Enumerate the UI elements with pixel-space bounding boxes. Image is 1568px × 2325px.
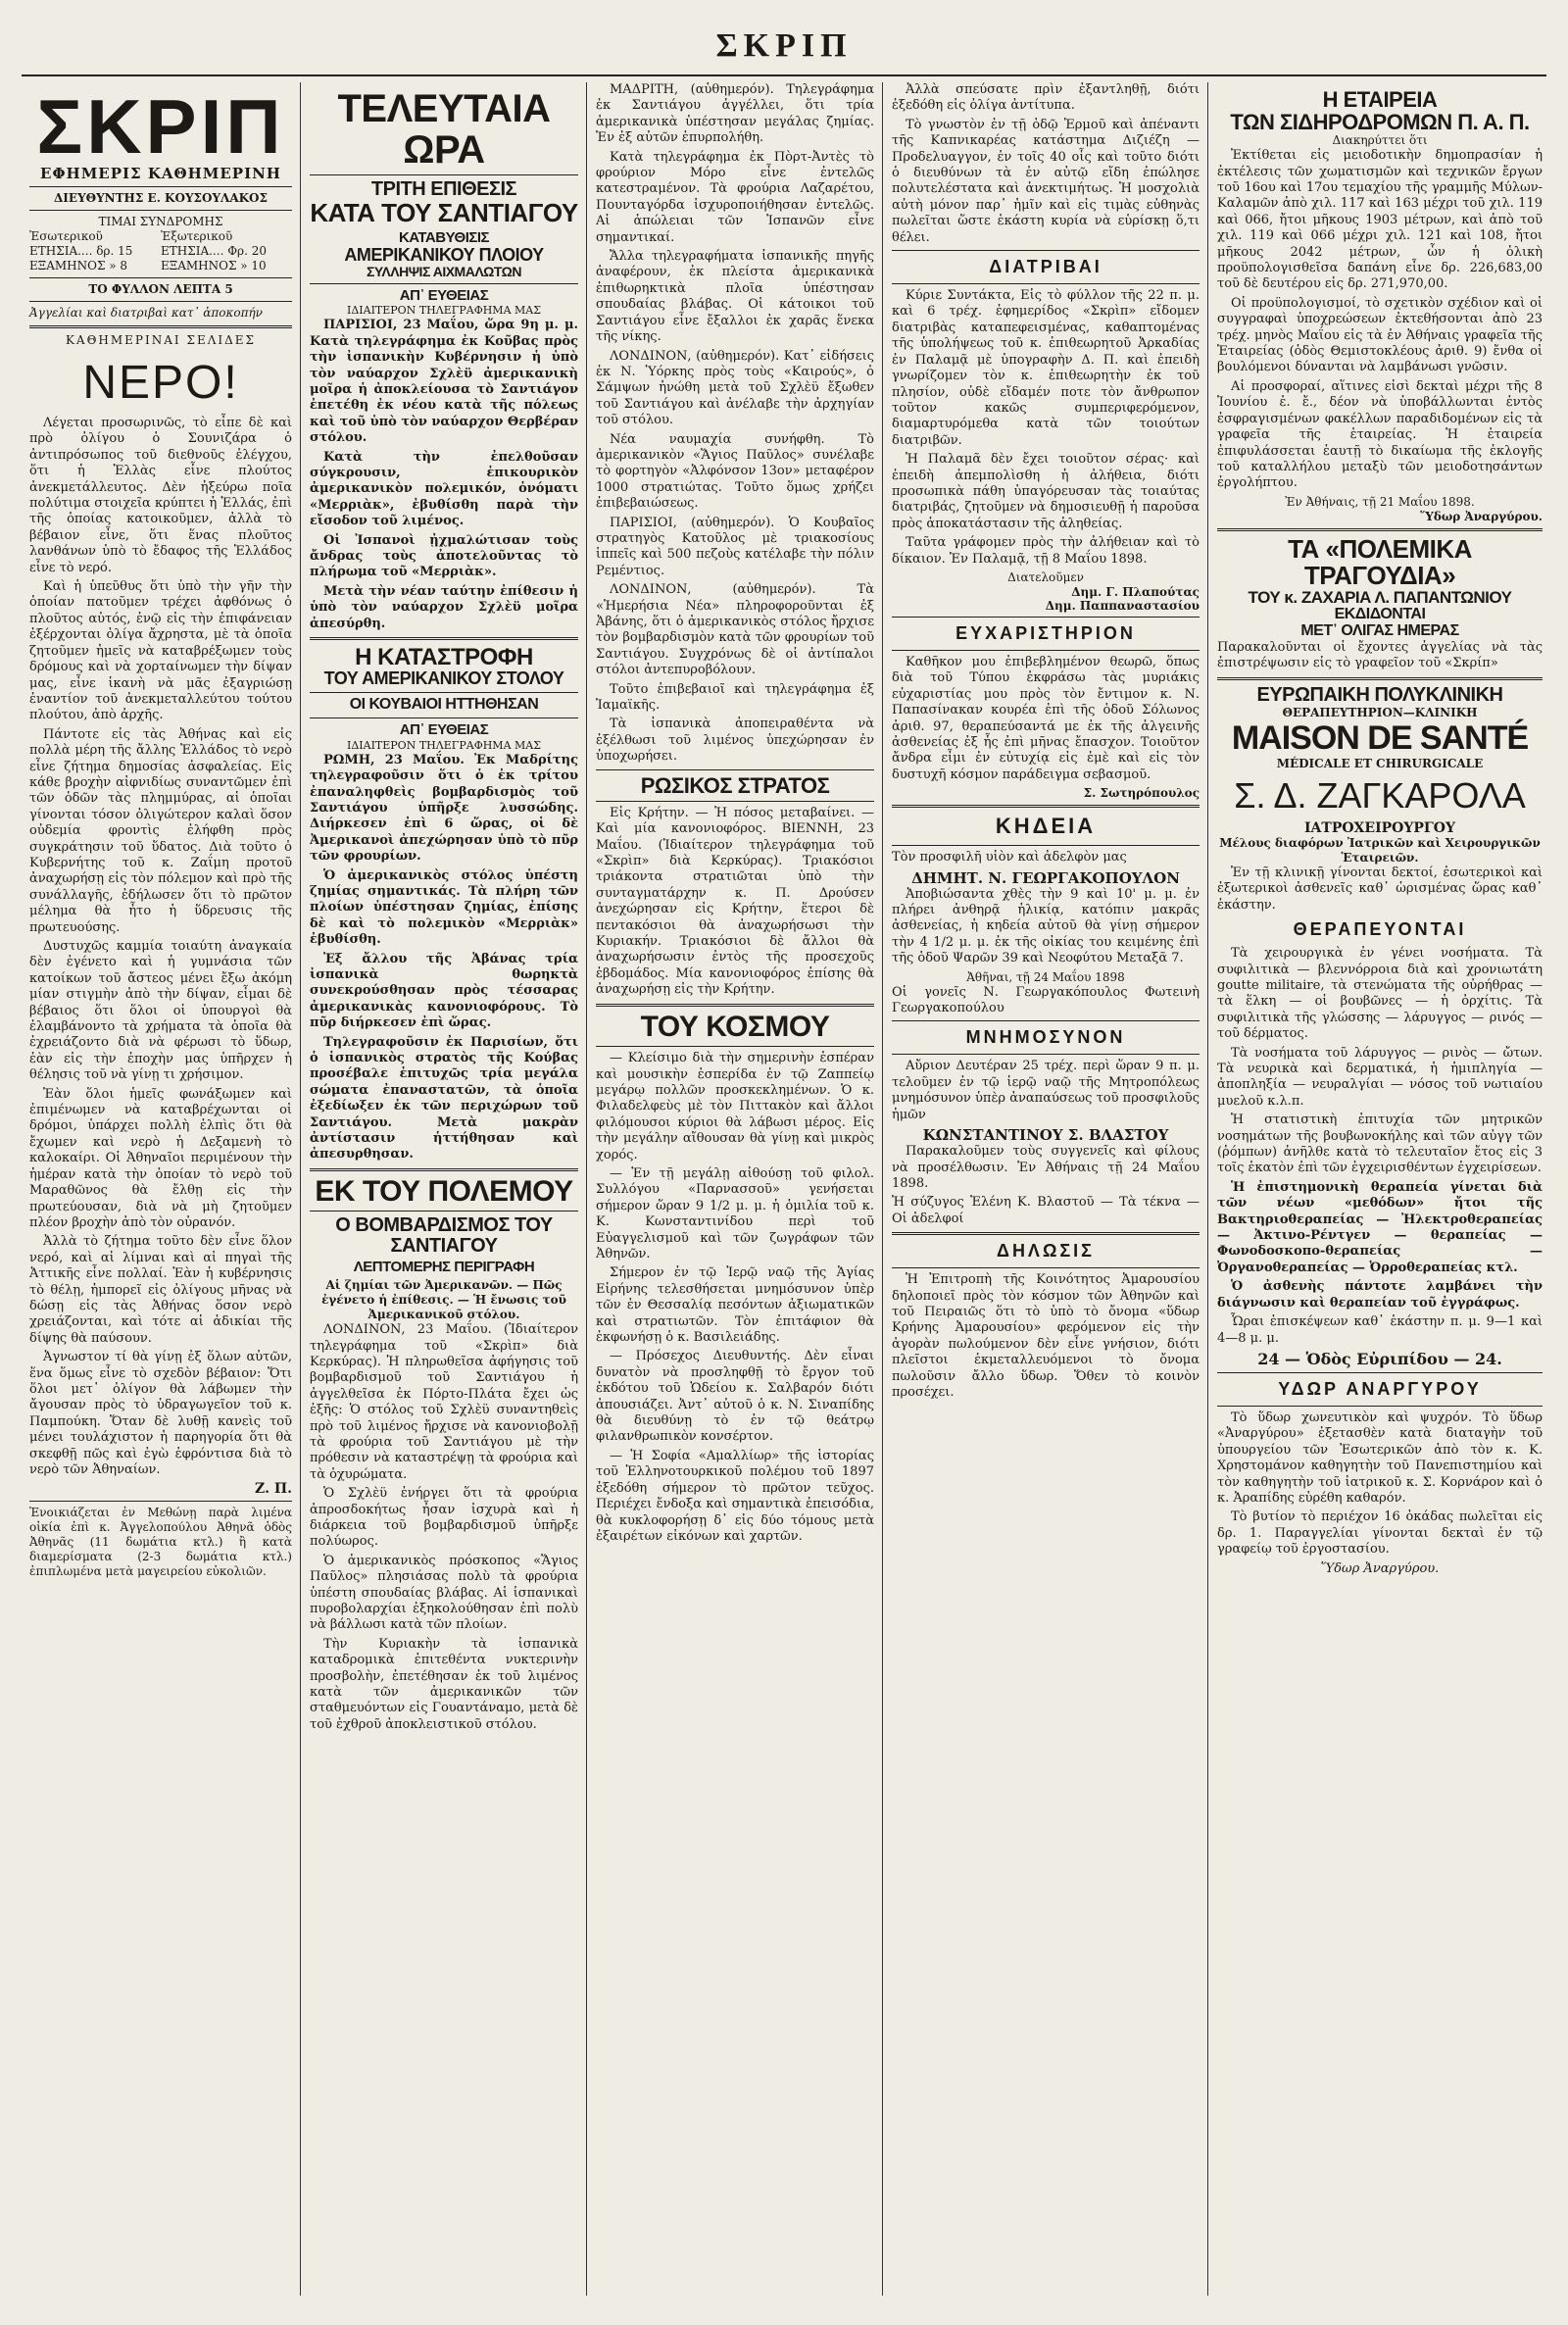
column-divider (882, 82, 883, 2296)
newspaper-subtitle: ΕΦΗΜΕΡΙΣ ΚΑΘΗΜΕΡΙΝΗ (40, 165, 281, 182)
signature: Ὕδωρ Ἀναργύρου. (1320, 1560, 1440, 1576)
article-paragraph: Ἡ ἐπιστημονικὴ θεραπεία γίνεται διὰ τῶν νέων «μεθόδων» ἤτοι τῆς Βακτηριοθεραπείας — Ἠλεκτροθεραπείας — Ἀκτινο-Ρέντγεν — θεραπείας — Φωνοδοσκοπο-θεραπείας — Ὀργανοθεραπείας — Ὀρροθεραπείας κτλ. (1217, 1179, 1543, 1275)
subheadline: ΑΜΕΡΙΚΑΝΙΚΟΥ ΠΛΟΙΟΥ (344, 245, 544, 266)
article-paragraph: Οἱ Ἰσπανοὶ ᾐχμαλώτισαν τοὺς ἄνδρας τοὺς ἀποτελοῦντας τὸ πλήρωμα τοῦ «Μερριὰκ». (310, 532, 578, 580)
signature: Σ. Σωτηρόπουλος (1083, 786, 1200, 801)
footnote: Ἐνοικιάζεται ἐν Μεθώνῃ παρὰ λιμένα οἰκία ἐπὶ κ. Ἀγγελοπούλου Ἀθηνᾶ ὁδὸς Ἀθηνᾶς (11 δωμάτια κτλ.) ἢ κατὰ διαμερίσματα (2-3 δωμάτια κτλ.) ἐπιπλωμένα μετὰ μαγειρείου εὐκολιῶν. (29, 1506, 292, 1579)
article-paragraph: Ἐξ ἄλλου τῆς Ἀβάνας τρία ἰσπανικὰ θωρηκτὰ συνεκρούσθησαν πρὸς τέσσαρας ἀμερικανικὰς κανονιοφόρους. Τὸ πῦρ διήρκεσεν ἐπὶ ὥρας. (310, 951, 578, 1031)
article-paragraph: Τὰ νοσήματα τοῦ λάρυγγος — ρινὸς — ὤτων. Τὰ νευρικὰ καὶ δερματικά, ἡ ἡμιπληγία — ἀποπληξία — νευραλγίαι — νόσος τοῦ νωτιαίου μυελοῦ κ.λ.π. (1217, 1045, 1543, 1109)
column-divider (586, 82, 587, 2296)
article-paragraph: ΜΑΔΡΙΤΗ, (αὐθημερόν). Τηλεγράφημα ἐκ Σαντιάγου ἀγγέλλει, ὅτι τρία ἀμερικανικὰ ὑπέστησαν μεγάλας ζημίας. Ἐν ἐξ αὐτῶν ἐπυρπολήθη. (596, 82, 874, 146)
notice-line: Τὸν προσφιλῆ υἱὸν καὶ ἀδελφὸν μας (892, 850, 1127, 866)
article-paragraph: ΛΟΝΔΙΝΟΝ, (αὐθημερόν). Τὰ «Ἡμερήσια Νέα» πληροφοροῦνται ἐξ Ἀβάνης, ὅτι ὁ ἀμερικανικὸς στόλος ἤρχισε τὸν βομβαρδισμὸν κατὰ τῶν φρουρίων τοῦ Σαντιάγου. Συγχρόνως δὲ οἱ ἀντίπαλοι στόλοι ἀντεπυροβόλουν. (596, 582, 874, 678)
article-paragraph: Λέγεται προσωρινῶς, τὸ εἶπε δὲ καὶ πρὸ ὀλίγου ὁ Σουνιζάρα ὁ ἀντιπρόσωπος τοῦ διεθνοῦς ἐλέγχου, ὅτι ἡ Ἑλλὰς εἶνε πλούτος ἀνεκμετάλλευτος. Δὲν ἠξεύρω ποῖα πολύτιμα στοιχεῖα κρύπτει ἡ Ἑλλάς, ἐπὶ τῆς ὁποίας κατοικοῦμεν, ἀλλὰ τὸ βέβαιον εἶνε, ὅτι ἕνας πλοῦτος λανθάνων ὑπὸ τὸ ἔδαφος τῆς Ἑλλάδος εἶνε τὸ νερό. (29, 416, 292, 575)
article-paragraph: Δυστυχῶς καμμία τοιαύτη ἀναγκαία δὲν ἐγένετο καὶ ἡ γυμνάσια τῶν κατοίκων τοῦ ἄστεος μένει ἔξω ἀκόμη μίαν στιγμὴν ἀπὸ τὴν δίψαν, εἶμαι δὲ βέβαιος ὅτι ὅλοι οἱ ὑπουργοὶ θὰ ἐλαμβάνοντο τὰ χρήματα τὰ ὁποῖα θὰ ἐχρειάζοντο διὰ νὰ φέρωσι τὸ ὕδωρ, ἐὰν εἰς τὴν ἐποχὴν μας ὑπῆρχεν ἡ θέλησις τοῦ νὰ γίνῃ τι χρήσιμον. (29, 939, 292, 1083)
article-paragraph: Τὸ βυτίον τὸ περιέχον 16 ὀκάδας πωλεῖται εἰς δρ. 1. Παραγγελίαι γίνονται δεκταὶ ἐν τῷ γραφείῳ τοῦ ἐργοστασίου. (1217, 1509, 1543, 1558)
section-heading: ΥΔΩΡ ΑΝΑΡΓΥΡΟΥ (1278, 1378, 1482, 1399)
signature: Δημ. Παππαναστασίου (1045, 598, 1200, 613)
column-1 (24, 82, 298, 2296)
article-signature: Ζ. Π. (254, 1481, 292, 1498)
section-heading: ΚΗΔΕΙΑ (995, 814, 1097, 839)
section-heading: ΘΕΡΑΠΕΥΟΝΤΑΙ (1293, 919, 1467, 940)
article-paragraph: Μετὰ τὴν νέαν ταύτην ἐπίθεσιν ἡ ὑπὸ τὸν ναύαρχον Σχλὲϋ μοῖρα ἀπεσύρθη. (310, 583, 578, 631)
article-paragraph: Καθῆκον μου ἐπιβεβλημένον θεωρῶ, ὅπως διὰ τοῦ Τύπου ἐκφράσω τὰς μυριάκις εὐχαριστίας μου πρὸς τὸν ἔντιμον κ. Ν. Παπασίνακαν κουρέα ἐπὶ τῆς ὁδοῦ Σόλωνος ἀριθ. 97, θεραπεύσαντά με ἐκ τῆς ἀλγεινῆς ἀσθενείας ἐξ ἧς ἐπὶ μῆνας ἔπασχον. Τοιοῦτον ἄνδρα εἶμι ἐν εὐτυχίᾳ εἰς ἐμὲ καὶ εἰς τὸν δυστυχῆ κόσμον παράδειγμα σεβασμοῦ. (892, 654, 1200, 782)
signature-line: Διατελοῦμεν (1007, 569, 1084, 584)
article-paragraph: ΛΟΝΔΙΝΟΝ, (αὐθημερόν). Κατ᾽ εἰδήσεις ἐκ Ν. Ὑόρκης πρὸς τοὺς «Καιρούς», ὁ Σάμψων ἡνώθη μετὰ τοῦ Σχλὲϋ ἔξωθεν τοῦ Σαντιάγου καὶ ἀνέλαβε τὴν ἀρχηγίαν τοῦ στόλου. (596, 348, 874, 428)
prices-left-2: ΕΞΑΜΗΝΟΣ » 8 (29, 259, 128, 272)
article-paragraph: Νέα ναυμαχία συνήφθη. Τὸ ἀμερικανικὸν «Ἅγιος Παῦλος» συνέλαβε τὸ φορτηγὸν «Ἀλφόνσον 13ον» μεταφέρον 1000 στρατιώτας. Τοῦτο ὅμως χρήζει ἐπιβεβαιώσεως. (596, 431, 874, 512)
subscription-prices (29, 229, 292, 273)
notice-line: Ἡ σύζυγος Ἑλένη Κ. Βλαστοῦ — Τὰ τέκνα — Οἱ ἀδελφοί (892, 1195, 1200, 1226)
top-rule (22, 74, 1546, 76)
headline: Η ΚΑΤΑΣΤΡΟΦΗ (355, 644, 533, 671)
doctor-subtitle: Μέλους διαφόρων Ἰατρικῶν καὶ Χειρουργικῶν Ἑταιρειῶν. (1219, 835, 1541, 865)
article-paragraph: Τὸ γνωστὸν ἐν τῇ ὁδῷ Ἑρμοῦ καὶ ἀπέναντι τῆς Καπνικαρέας κατάστημα Διζιέζη — Προδελυαγγον, ἐν τοῖς 40 οἷς καὶ τοῦτο διότι ὁ διευθύνων τὰ ἐν αὐτῷ εἴδη ἐπώλησε πολυτελέστατα καὶ ἀνεκτιμήτως. Ἡ μοσχολιὰ αὐτὴ μόνον παρ᾽ ἡμῖν καὶ εἰς τιμὰς εὐθηνὰς πωλεῖται ὥστε ἑκάστη κυρία νὰ εὑρίσκῃ ὅ,τι θέλει. (892, 117, 1200, 245)
article-paragraph: Ἡ Ἐπιτροπὴ τῆς Κοινότητος Ἀμαρουσίου δηλοποιεῖ πρὸς τὸν κόσμον τῶν Ἀθηνῶν καὶ τοῦ Πειραιῶς ὅτι τὸ ὑπὸ τὸ ὄνομα «ὕδωρ Κρήνης Ἀμαρουσίου» φερόμενον εἰς τὴν ἀγορὰν πωλούμενον δὲν εἶνε γνήσιον, διότι πλεῖστοι ἐκμεταλλευόμενοι τὸ ὄνομα πωλοῦσιν ἄλλο ὕδωρ. Ὅθεν τὸ κοινὸν προσέχει. (892, 1272, 1200, 1400)
article-paragraph: Ἀλλὰ σπεύσατε πρὶν ἐξαντληθῇ, διότι ἐξεδόθη εἰς ὀλίγα ἀντίτυπα. (892, 82, 1200, 114)
article-paragraph: Ὁ ἀμερικανικὸς πρόσκοπος «Ἅγιος Παῦλος» πλησιάσας πολὺ τὰ φρούρια ὑπέστη σπουδαίας βλάβας. Αἱ ἰσπανικαὶ πυροβολαρχίαι ἐξηκολούθησαν ἐπὶ πολὺ νὰ βάλλωσι κατὰ τῶν πλοίων. (310, 1553, 578, 1633)
article-paragraph: Εἰς Κρήτην. — Ἡ πόσος μεταβαίνει. — Καὶ μία κανονιοφόρος. ΒΙΕΝΝΗ, 23 Μαΐου. (Ἰδιαίτερον τηλεγράφημα τοῦ «Σκρὶπ» διὰ Κερκύρας). Τριακόσιοι τριάκοντα στρατιῶται ὑπὸ τὴν συνταγματάρχην κ. Π. Δρούσεν ἀνεχώρησαν εἰς Κρήτην, ἕτεροι δὲ πεντακόσιοι θὰ ἀναχωρήσωσι τὴν Κυριακήν. Τριακόσιοι δὲ ἄλλοι θὰ ἀναχωρήσωσιν ἐντὸς τῆς προσεχοῦς ἑβδομάδος. Μία κανονιοφόρος ἐπίσης θὰ ἀναχωρήσῃ εἰς τὴν Κρήτην. (596, 805, 874, 998)
article-paragraph: Τὸ ὕδωρ χωνευτικὸν καὶ ψυχρόν. Τὸ ὕδωρ «Ἀναργύρου» ἐξετασθὲν κατὰ διαταγὴν τοῦ ὑπουργείου τῶν Ἐσωτερικῶν ἀπὸ τὸν κ. Κ. Χρηστομάνον καθηγητὴν τοῦ Πανεπιστημίου καὶ τὸν καθηγητὴν τοῦ ἰατρικοῦ κ. Σ. Κορνάρον καὶ ὁ κ. Ἀραπίδης εὑρέθη καθαρόν. (1217, 1410, 1543, 1506)
doctor-title: ΙΑΤΡΟΧΕΙΡΟΥΡΓΟΥ (1303, 819, 1455, 836)
article-paragraph: Παρακαλοῦμεν τοὺς συγγενεῖς καὶ φίλους νὰ προσέλθωσιν. Ἐν Ἀθήναις τῇ 24 Μαΐου 1898. (892, 1144, 1200, 1191)
person-name: ΚΩΝΣΤΑΝΤΙΝΟΥ Σ. ΒΛΑΣΤΟΥ (922, 1126, 1169, 1145)
article-paragraph: Ὧραι ἐπισκέψεων καθ᾽ ἑκάστην π. μ. 9—1 καὶ 4—8 μ. μ. (1217, 1314, 1543, 1346)
section-heading: ΔΗΛΩΣΙΣ (997, 1241, 1095, 1261)
headline: ΕΚ ΤΟΥ ΠΟΛΕΜΟΥ (315, 1174, 573, 1208)
subheadline: ΕΚΔΙΔΟΝΤΑΙ (1334, 606, 1426, 623)
subheadline: ΟΙ ΚΟΥΒΑΙΟΙ ΗΤΤΗΘΗΣΑΝ (349, 696, 539, 714)
article-paragraph: Κατὰ τὴν ἐπελθοῦσαν σύγκρουσιν, ἐπικουρικὸν ἀμερικανικὸν πολεμικόν, ὀνόματι «Μερριὰκ», ἐβυθίσθη παρὰ τὴν εἴσοδον τοῦ λιμένος. (310, 449, 578, 529)
subheadline: ΤΡΙΤΗ ΕΠΙΘΕΣΙΣ (370, 178, 517, 200)
ads-note: Ἀγγελίαι καὶ διατριβαὶ κατ᾽ ἀποκοπήν (29, 306, 263, 320)
article-paragraph: Πάντοτε εἰς τὰς Ἀθήνας καὶ εἰς πολλὰ μέρη τῆς ἄλλης Ἑλλάδος τὸ νερὸ εἶνε ζήτημα δημοσίας ἀσφαλείας. Εἰς κάθε βροχὴν αἰφνιδίως συναντῶμεν ἐπὶ τῶν ὁδῶν τὰς πλημμύρας, αἱ ὁποῖαι γίνονται τόσον ὀλιγώτερον καλαὶ ὅσον οὐδεμία φροντὶς ἐλήφθη πρὸς συγκράτησιν τοῦ ὕδατος. Διὰ τοῦτο ὁ Κυβερνήτης τοῦ κ. Ζαΐμη προτοῦ ἀναχωρήσῃ εἰς τὸν πόλεμον καὶ πρὸ τῆς συνάλλαγῆς, ἐδήλωσεν ὅτι τὸ πρῶτον μέλημα θὰ ἦτο ἡ ὕδρευσις τῆς πρωτευούσης. (29, 726, 292, 935)
headline: ΤΑ «ΠΟΛΕΜΙΚΑ ΤΡΑΓΟΥΔΙΑ» (1288, 533, 1472, 591)
article-paragraph: Ὁ ἀσθενὴς πάντοτε λαμβάνει τὴν διάγνωσιν καὶ θεραπείαν τοῦ ἐγγράφως. (1217, 1279, 1543, 1311)
article-paragraph: Κύριε Συντάκτα, Εἰς τὸ φύλλον τῆς 22 π. μ. καὶ 6 τρέχ. ἐφημερίδος «Σκρὶπ» εἴδομεν διατριβὰς καταπεφεισμένας, καθαπτομένας τῆς ὑπολήψεως τοῦ κ. ἐπιθεωρητοῦ Ἀρκαδίας ἐν Παλαμᾷ μὲ ὑπογραφὴν Δ. Π. καὶ ἐπειδὴ γνωρίζομεν τὸν κ. ἐπιθεωρητὴν ἐκ τοῦ πλησίον, οὐδὲ εἴδαμέν ποτε τὸν ἄνθρωπον τοῦτον κακῶς συμπεριφερόμενον, διαμαρτυρόμεθα κατὰ τῶν τοιούτων διατριβῶν. (892, 288, 1200, 448)
telegram-label: ΙΔΙΑΙΤΕΡΟΝ ΤΗΛΕΓΡΑΦΗΜΑ ΜΑΣ (346, 738, 541, 752)
subheadline: ΤΟΥ ΑΜΕΡΙΚΑΝΙΚΟΥ ΣΤΟΛΟΥ (323, 668, 564, 689)
subheadline: ΘΕΡΑΠΕΥΤΗΡΙΟΝ—ΚΛΙΝΙΚΗ (1282, 705, 1478, 719)
article-paragraph: Τηλεγραφοῦσιν ἐκ Παρισίων, ὅτι ὁ ἰσπανικὸς στρατὸς τῆς Κούβας προσέβαλε ἐπιτυχῶς τρία μεγάλα σώματα ἐπαναστατῶν, τὰ ὁποῖα ἐξεδίωξεν ἐκ τῶν περιχώρων τοῦ Σαντιάγου. Μετὰ μακρὰν ἀντίστασιν ἡττήθησαν καὶ ἀπεσυρθησαν. (310, 1034, 578, 1162)
article-paragraph: Ἐκτίθεται εἰς μειοδοτικὴν δημοπρασίαν ἡ ἐκτέλεσις τῶν χωματισμῶν καὶ τεχνικῶν ἔργων τοῦ 16ου καὶ 17ου τεμαχίου τῆς γραμμῆς Μύλων-Καλαμῶν ἀπὸ χιλ. 117 καὶ 163 μέχρι τοῦ χιλ. 119 καὶ 066, ἤτοι μῆκους 1903 μέτρων, καὶ ἀπὸ τοῦ χιλ. 119 καὶ 066 μέχρι χιλ. 121 καὶ 108, ἤτοι μῆκους 2042 μέτρων, ὧν ἡ ὁλικὴ προϋπολογισθεῖσα δαπάνη εἶνε δρ. 226,683,00 τοῦ δὲ δευτέρου εἰς δρ. 271,970,00. (1217, 148, 1543, 292)
subheadline: ΤΟΥ κ. ΖΑΧΑΡΙΑ Λ. ΠΑΠΑΝΤΩΝΙΟΥ (1248, 588, 1512, 608)
article-paragraph: Ἡ στατιστικὴ ἐπιτυχία τῶν μητρικῶν νοσημάτων τῆς βουβωνοκήλης καὶ τῶν αὐγγ τῶν (ῥόμπων) ἀνῆλθε κατὰ τὸ τελευταῖον ἔτος εἰς 3 τοῖς ἑκατὸν ἐπὶ τῶν ἐγχειρισθέντων ἐγχειρίσεων. (1217, 1113, 1543, 1176)
headline: ΤΕΛΕΥΤΑΙΑ ΩΡΑ (337, 87, 551, 172)
article-paragraph: Αἱ προσφοραί, αἵτινες εἰσὶ δεκταὶ μέχρι τῆς 8 Ἰουνίου ἐ. ἔ., δέον νὰ ὑποβάλλωνται ἐντὸς ἐσφραγισμένων φακέλλων παραδιδομένων εἰς τὰ γραφεῖα τῆς ἑταιρείας. Ἡ ἑταιρεία ἐπιφυλάσσεται ἑαυτῇ τὸ δικαίωμα τῆς ἐκλογῆς τοῦ καταλλήλου μεταξὺ τῶν μειοδοτησάντων ἐργολήπτου. (1217, 378, 1543, 491)
person-name: ΔΗΜΗΤ. Ν. ΓΕΩΡΓΑΚΟΠΟΥΛΟΝ (911, 868, 1180, 887)
section-heading: ΕΥΧΑΡΙΣΤΗΡΙΟΝ (956, 622, 1136, 643)
article-paragraph: Ἡ Παλαμᾶ δὲν ἔχει τοιοῦτον σέρας· καὶ ἐπειδὴ ἀπεμπολὶσθη ἡ ἀλήθεια, διότι προσωπικὰ πάθη ὑπαγόρευσαν τὰς τοιαύτας διατριβάς, ζητοῦμεν νὰ δημοσιευθῇ ἡ παροῦσα πρὸς ἀποκατάστασιν τῆς ἀληθείας. (892, 452, 1200, 531)
subheadline: ΛΕΠΤΟΜΕΡΗΣ ΠΕΡΙΓΡΑΦΗ (353, 1259, 535, 1276)
article-paragraph: Ἄλλα τηλεγραφήματα ἰσπανικῆς πηγῆς ἀναφέρουν, ἐκ πλείστα ἀμερικανικὰ ἐπιθωρηκτικὰ πλοῖα ὑπέστησαν σπουδαίας βλάβας. Οἱ κάτοικοι τοῦ Σαντιάγου εἶνε ἔξαλλοι ἐκ χαρᾶς ἕνεκα τῆς νίκης. (596, 249, 874, 345)
headline: ΤΟΥ ΚΟΣΜΟΥ (640, 1010, 830, 1043)
signature: Ὕδωρ Ἀναργύρου. (1420, 509, 1543, 523)
article-paragraph: Ἀποβιώσαντα χθὲς τὴν 9 καὶ 10' μ. μ. ἐν πλήρει ἀνθηρᾷ ἡλικίᾳ, κατόπιν μακρᾶς ἀσθενείας, ἡ κηδεία αὐτοῦ θὰ γίνῃ σήμερον τὴν 4 1/2 μ. μ. ἐκ τῆς οἰκίας του κειμένης ἐπὶ τῆς ὁδοῦ Ψαρῶν 39 καὶ Νεοφύτου Μεταξᾶ 7. (892, 886, 1200, 966)
subheadline: ΤΩΝ ΣΙΔΗΡΟΔΡΟΜΩΝ Π. Α. Π. (1230, 110, 1530, 135)
article-paragraph: — Πρόσεχος Διευθυντής. Δὲν εἶναι δυνατὸν νὰ προσληφθῇ τὸ ἔργον τοῦ ἐκδότου τοῦ Ὡδείου κ. Σαλβαρόν διότι ἀπουσιάζει. Ἀντ᾽ αὐτοῦ ὁ κ. Ν. Σιναπίδης θὰ διευθύνῃ τὸ ἐν τῷ θεάτρῳ φιλανθρωπικὸν κονσέρτον. (596, 1349, 874, 1445)
subheadline: ΣΥΛΛΗΨΙΣ ΑΙΧΜΑΛΩΤΩΝ (366, 263, 522, 279)
subheadline: ΜΕΤ᾽ ΟΛΙΓΑΣ ΗΜΕΡΑΣ (1300, 621, 1459, 639)
page-header: ΣΚΡΙΠ (715, 27, 853, 64)
article-paragraph: Ταῦτα γράφομεν πρὸς τὴν ἀλήθειαν καὶ τὸ δίκαιον. Ἐν Παλαμᾷ, τῇ 8 Μαΐου 1898. (892, 535, 1200, 567)
section-heading: ΚΑΘΗΜΕΡΙΝΑΙ ΣΕΛΙΔΕΣ (65, 333, 257, 347)
article-paragraph: — Ἡ Σοφία «Αμαλλίωρ» τῆς ἱστορίας τοῦ Ἑλληνοτουρκικοῦ πολέμου τοῦ 1897 ἐξεδόθη σήμερον τὸ πρῶτον τεῦχος. Περιέχει ἔνδοξα καὶ σημαντικὰ ἐπεισόδια, θὰ κυκλοφορήσῃ δ᾽ εἰς δύο τόμους μετὰ ἐξαιρέτων εἰκόνων καὶ χαρτῶν. (596, 1448, 874, 1544)
article-paragraph: Παρακαλοῦνται οἱ ἔχοντες ἀγγελίας νὰ τὰς ἐπιστρέψωσιν εἰς τὸ γραφεῖον τοῦ «Σκρίπ» (1217, 639, 1543, 671)
headline: ΡΩΣΙΚΟΣ ΣΤΡΑΤΟΣ (640, 772, 830, 798)
section-heading: ΔΙΑΤΡΙΒΑΙ (989, 257, 1102, 277)
section-heading: ΜΝΗΜΟΣΥΝΟΝ (965, 1027, 1126, 1048)
article-paragraph: — Ἐν τῇ μεγάλῃ αἰθούσῃ τοῦ φιλολ. Συλλόγου «Παρνασσοῦ» γενήσεται σήμερον ὥραν 9 1/2 μ. μ. ἡ ὁμιλία τοῦ κ. Κ. Κωνσταντινίδου περὶ τοῦ Εὐαγγελισμοῦ καὶ τῶν ζωγράφων τῶν Ἀθηνῶν. (596, 1165, 874, 1261)
column-divider (1207, 82, 1208, 2296)
headline: ΕΥΡΩΠΑΙΚΗ ΠΟΛΥΚΛΙΝΙΚΗ (1256, 683, 1503, 706)
subheadline: ΚΑΤΑΒΥΘΙΣΙΣ (398, 229, 490, 247)
article-paragraph: — Κλείσιμο διὰ τὴν σημερινὴν ἑσπέραν καὶ μουσικὴν ἑσπερίδα ἐν τῷ Ζαππείῳ μεγάρῳ πολλῶν προσκεκλημένων. Ὁ κ. Φιλαδελφεὺς μὲ τὸν Πιττακὸν καὶ ἄλλοι φιλόμουσοι κύριοι θὰ λάβωσι μέρος. Εἰς τὴν μεγάλην αἴθουσαν θὰ γίνῃ καὶ μικρὸς χορός. (596, 1051, 874, 1162)
article-title: ΝΕΡΟ! (82, 357, 239, 409)
article-paragraph: Κατὰ τηλεγράφημα ἐκ Πὸρτ-Ἀντὲς τὸ φρούριον Μόρο εἶνε ἐντελῶς κατεστραμένον. Τὰ φρούρια Λαζαρέτου, Πουνταγόρδα ἰσχυροποιήθησαν ἐντελῶς. Αἱ ἀπώλειαι τῶν Ἰσπανῶν εἶνε σημαντικαί. (596, 149, 874, 245)
article-paragraph: Ὁ Σχλὲϋ ἐνήργει ὅτι τὰ φρούρια ἀπροσδοκήτως ἦσαν ἰσχυρὰ καὶ ἡ διάρκεια τοῦ βομβαρδισμοῦ ὑπῆρξε πολύωρος. (310, 1486, 578, 1550)
article-paragraph: Τὰ χειρουργικὰ ἐν γένει νοσήματα. Τὰ συφιλιτικὰ — βλεννόρροια διὰ καὶ χρονιωτάτη goutte militaire, τὰ στενώματα τῆς οὐρήθρας — τὰ ἕλκη — οἱ βουβῶνες — ἡ ὀρχίτις. Τὰ συφιλιτικὰ τῆς γλώσσης — λάρυγγος — ρινός — τοῦ δέρματος. (1217, 946, 1543, 1042)
headline: MAISON DE SANTÉ (1231, 718, 1529, 757)
director: ΔΙΕΥΘΥΝΤΗΣ Ε. ΚΟΥΣΟΥΛΑΚΟΣ (54, 191, 268, 205)
doctor-name: Σ. Δ. ΖΑΓΚΑΡΟΛΑ (1234, 774, 1526, 816)
subheadline: MÉDICALE ET CHIRURGICALE (1276, 756, 1484, 770)
column-2 (304, 82, 584, 2296)
column-4 (886, 82, 1205, 2296)
subheadline: Διακηρύττει ὅτι (1332, 133, 1428, 148)
article-paragraph: Καὶ ἡ ὑπεῦθυς ὅτι ὑπὸ τὴν γῆν τὴν ὁποίαν πατοῦμεν τρέχει ἀφθόνως ὁ πλοῦτος αὐτός, ἐνῷ εἰς τὴν ἐπιφάνειαν ἐξέρχονται ὀλίγα ἄχρηστα, μὲ τὰ ὁποῖα ζητοῦμεν ἡμεῖς νὰ καταβρέξωμεν τοὺς δρόμους καὶ νὰ χορταίνωμεν τὴν δίψαν μας, εἶνε ἱκανὴ νὰ μᾶς ἐξαγριώσῃ ἐναντίον τοῦ ἀνεκμεταλλεύτου τούτου πλούτου, ἀπὸ ἀρχῆς. (29, 579, 292, 723)
article-paragraph: Οἱ προϋπολογισμοί, τὸ σχετικὸν σχέδιον καὶ οἱ συγγραφαὶ ὑποχρεώσεων ἐκτεθήσονται ἀπὸ 23 τρέχ. μηνὸς Μαΐου εἰς τὰ ἐν Ἀθήναις γραφεῖα τῆς Ἑταιρείας (ὁδὸς Θεμιστοκλέους ἀριθ. 9) ἔνθα οἱ βουλόμενοι δύνανται νὰ λαμβάνωσι γνῶσιν. (1217, 295, 1543, 375)
article-paragraph: Αὔριον Δευτέραν 25 τρέχ. περὶ ὥραν 9 π. μ. τελοῦμεν ἐν τῷ ἱερῷ ναῷ τῆς Μητροπόλεως μνημόσυνον ὑπὲρ ἀναπαύσεως τοῦ προσφιλοῦς ἡμῶν (892, 1059, 1200, 1122)
newspaper-title: ΣΚΡΙΠ (36, 83, 285, 170)
direct-label: ΑΠ᾽ ΕΥΘΕΙΑΣ (399, 286, 489, 304)
column-3 (590, 82, 880, 2296)
column-divider (300, 82, 301, 2296)
subheadline: Ο ΒΟΜΒΑΡΔΙΣΜΟΣ ΤΟΥ ΣΑΝΤΙΑΓΟΥ (335, 1214, 553, 1258)
article-paragraph: Σήμερον ἐν τῷ Ἱερῷ ναῷ τῆς Ἁγίας Εἰρήνης τελεσθήσεται μνημόσυνον ὑπὲρ τῶν ἐν Θεσσαλίᾳ πεσόντων ἀξιωματικῶν καὶ στρατιωτῶν. Τὸν ἐπιτάφιον θὰ ἐκφωνήσῃ ὁ κ. Βασιλειάδης. (596, 1265, 874, 1346)
article-paragraph: Ἐν τῇ κλινικῇ γίνονται δεκτοί, ἐσωτερικοὶ καὶ ἐξωτερικοὶ ἀσθενεῖς καθ᾽ ὡρισμένας ὥρας καθ᾽ ἑκάστην. (1217, 865, 1543, 913)
article-paragraph: Τὴν Κυριακὴν τὰ ἰσπανικὰ καταδρομικὰ ἐπιτεθέντα νυκτερινὴν προσβολὴν, ἐπετέθησαν ἐκ τοῦ λιμένος κατὰ τῶν ἀμερικανικῶν τῶν σταθμευόντων εἰς Γουαντάναμο, μετὰ δὲ τοῦ ἐχθροῦ ἀποκλειστικοῦ στόλου. (310, 1636, 578, 1732)
article-paragraph: Ὁ ἀμερικανικὸς στόλος ὑπέστη ζημίας σημαντικάς. Τὰ πλήρη τῶν πλοίων ὑπέστησαν ζημίας, ἐπίσης δὲ καὶ τὸ πολεμικὸν «Μερριὰκ» ἐβυθίσθη. (310, 867, 578, 948)
telegram-label: ΙΔΙΑΙΤΕΡΟΝ ΤΗΛΕΓΡΑΦΗΜΑ ΜΑΣ (346, 304, 541, 318)
subheadline: Αἱ ζημίαι τῶν Ἀμερικανῶν. — Πῶς ἐγένετο ἡ ἐπίθεσις. — Ἡ ἔνωσις τοῦ Ἀμερικανικοῦ στόλου. (321, 1278, 566, 1322)
article-paragraph: ΠΑΡΙΣΙΟΙ, 23 Μαΐου, ὥρα 9η μ. μ. Κατὰ τηλεγράφημα ἐκ Κοῦβας πρὸς τὴν ἰσπανικὴν Κυβέρνησιν ἡ ὑπὸ τὸν ναύαρχον Σχλὲϋ ἀμερικανικὴ μοῖρα ἡ ἀποκλείουσα τὸ Σαντιάγον ἐπετέθη ἐκ νέου κατὰ τῆς πόλεως καὶ τοῦ ὑπὸ τὸν ναύαρχον Θερβέραν στόλου. (310, 318, 578, 446)
article-paragraph: ΡΩΜΗ, 23 Μαΐου. Ἐκ Μαδρίτης τηλεγραφοῦσιν ὅτι ὁ ἐκ τρίτου ἐπαναληφθεὶς βομβαρδισμὸς τοῦ Σαντιάγου ὑπῆρξε λυσσώδης. Διήρκεσεν ἐπὶ 6 ὥρας, οἱ δὲ Ἀμερικανοὶ ἀπεχώρησαν ὑπὸ τὸ πῦρ τῶν φρουρίων. (310, 752, 578, 865)
prices-right-1: ΕΤΗΣΙΑ.... Φρ. 20 (161, 244, 267, 258)
prices-title: ΤΙΜΑΙ ΣΥΝΔΡΟΜΗΣ (98, 215, 223, 228)
notice-date: Ἐν Ἀθήναις, τῇ 21 Μαΐου 1898. (1285, 494, 1475, 509)
article-paragraph: Τοῦτο ἐπιβεβαιοῖ καὶ τηλεγράφημα ἐξ Ἰαμαϊκῆς. (596, 681, 874, 714)
article-paragraph: ΠΑΡΙΣΙΟΙ, (αὐθημερόν). Ὁ Κουβαῖος στρατηγὸς Κατοῦλος μὲ τριακοσίους ἱππεῖς καὶ 500 πεζοὺς κατέλαβε τὴν πόλιν Ρεμέντιος. (596, 515, 874, 578)
article-paragraph: ΛΟΝΔΙΝΟΝ, 23 Μαΐου. (Ἰδιαίτερον τηλεγράφημα τοῦ «Σκρὶπ» διὰ Κερκύρας). Ἡ πληρωθεῖσα ἀφήγησις τοῦ βομβαρδισμοῦ τοῦ Σαντιάγου ἡ ἀγγελθεῖσα ἐκ Πόρτο-Πλάτα ἔχει ὡς ἑξῆς: Ὁ στόλος τοῦ Σχλὲϋ συναντηθεὶς πρὸ τοῦ λιμένος ἤρχισε νὰ κανονιοβολῇ τὰ φρούρια τοῦ Σαντιάγου μὲ τὴν πρόθεσιν νὰ καταστρέψῃ τὰ φρούρια καὶ τὰ ὀχυρώματα. (310, 1322, 578, 1482)
column-5 (1211, 82, 1548, 2296)
address: 24 — Ὁδὸς Εὐριπίδου — 24. (1257, 1349, 1502, 1368)
direct-label: ΑΠ᾽ ΕΥΘΕΙΑΣ (399, 720, 489, 738)
notice-line: Οἱ γονεῖς Ν. Γεωργακόπουλος Φωτεινὴ Γεωργακοπούλου (892, 984, 1200, 1016)
article-paragraph: Ἀγνωστον τί θὰ γίνῃ ἐξ ὅλων αὐτῶν, ἕνα ὅμως εἶνε τὸ σχεδὸν βέβαιον: Ὅτι ὅλοι μετ᾽ ὀλίγον θὰ λάβωμεν τὴν ἄγουσαν πρὸς τὸ ὑδραγωγεῖον τοῦ κ. Παμπούκη. Ὅταν δὲ λυθῇ κανεὶς τοῦ μένει τουλάχιστον ἡ παρηγορία ὅτι θὰ σκεφθῇ πῶς καὶ ἐγὼ ἐφρόντισα διὰ τὸ νερὸ τῶν Ἀθηναίων. (29, 1350, 292, 1477)
article-paragraph: Τὰ ἰσπανικὰ ἀποπειραθέντα νὰ ἐξέλθωσι τοῦ λιμένος ὑπεχώρησαν ἐν ὑποχωρήσει. (596, 717, 874, 765)
prices-left-1: ΕΤΗΣΙΑ.... δρ. 15 (29, 244, 133, 258)
signature: Δημ. Γ. Πλαπούτας (1071, 584, 1200, 599)
headline: Η ΕΤΑΙΡΕΙΑ (1322, 87, 1438, 112)
article-paragraph: Ἐὰν ὅλοι ἡμεῖς φωνάξωμεν καὶ ἐπιμένωμεν νὰ καταβρέχωνται οἱ δρόμοι, ὑπάρχει πολλὴ ἐλπὶς ὅτι θὰ ἔχωμεν καὶ νερὸ ἡ Δεξαμενὴ τὸ καλοκαίρι. Οἱ Ἀθηναῖοι περιμένουν τὴν ἡμέραν κατὰ τὴν ὁποίαν τὸ νερὸ τοῦ Μαραθῶνος θὰ ἔλθῃ εἰς τὴν πρωτεύουσαν, διὰ νὰ μὴ ζητοῦμεν πλέον βροχὴν ἀπὸ τὸν οὐρανόν. (29, 1086, 292, 1230)
subheadline: ΚΑΤΑ ΤΟΥ ΣΑΝΤΙΑΓΟΥ (310, 198, 578, 227)
prices-left-head: Ἐσωτερικοῦ (29, 229, 103, 243)
prices-right-2: ΕΞΑΜΗΝΟΣ » 10 (161, 259, 267, 272)
prices-right-head: Ἐξωτερικοῦ (161, 229, 233, 243)
issue-price: ΤΟ ΦΥΛΛΟΝ ΛΕΠΤΑ 5 (88, 282, 233, 296)
article-paragraph: Ἀλλὰ τὸ ζήτημα τοῦτο δὲν εἶνε ὅλον νερό, καὶ αἱ λίμναι καὶ αἱ πηγαὶ τῆς Ἀττικῆς εἶνε πολλαί. Ἐὰν ἡ κυβέρνησις τὸ θέλῃ, ἠμπορεῖ εἰς ὀλίγους μῆνας νὰ δώσῃ εἰς τὰς Ἀθήνας ὅσον νερὸ χρειάζονται, καὶ τότε αἱ ἀδικίαι τῆς δίψης θὰ παύσουν. (29, 1234, 292, 1346)
notice-date: Ἀθῆναι, τῇ 24 Μαΐου 1898 (966, 969, 1125, 984)
